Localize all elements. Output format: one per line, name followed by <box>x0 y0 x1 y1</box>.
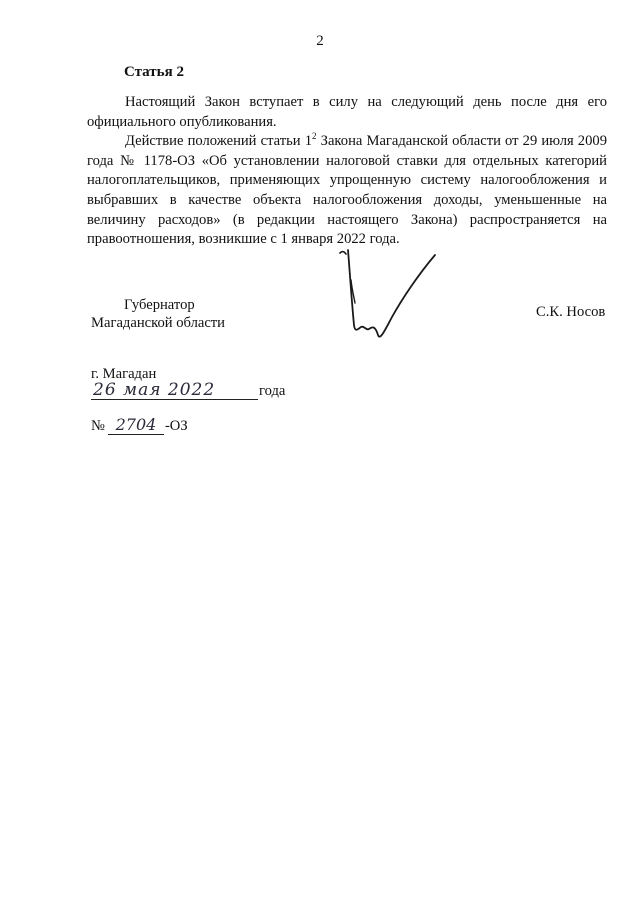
law-number <box>91 416 188 435</box>
article-heading: Статья 2 <box>124 64 184 80</box>
article-body <box>87 93 607 250</box>
paragraph-effective-date: Настоящий Закон вступает в силу на следующий день после дня его официального опубликования. <box>87 94 607 130</box>
paragraph-retroactive-start: Действие положений статьи 1 <box>125 133 313 150</box>
governor-signature <box>330 245 450 355</box>
place-of-signing: г. Магадан <box>91 366 157 382</box>
article-superscript: 2 <box>312 131 317 142</box>
signing-date <box>91 381 285 400</box>
governor-title: Губернатор <box>124 297 195 313</box>
governor-region: Магаданской области <box>91 315 225 331</box>
paragraph-retroactive-rest: Закона Магаданской области от 29 июля 2009 года № 1178-ОЗ «Об установлении налоговой ставки для отдельных категорий налогоплательщиков, применяющих упрощенную систему налогообложения и выбравших в качестве объекта налогообложения доходы, уменьшенные на величину расходов» (в редакции настоящего Закона) распространяется на правоотношения, возникшие с 1 января 2022 года. <box>87 133 607 248</box>
paragraph-retroactive <box>87 132 607 250</box>
date-suffix: года <box>259 383 286 399</box>
page-number: 2 <box>316 33 324 49</box>
handwritten-number: 2704 <box>108 416 164 435</box>
number-prefix: № <box>91 418 105 434</box>
handwritten-date: 26 мая 2022 <box>91 381 258 400</box>
number-suffix: -ОЗ <box>164 418 188 434</box>
governor-name: С.К. Носов <box>536 304 606 320</box>
